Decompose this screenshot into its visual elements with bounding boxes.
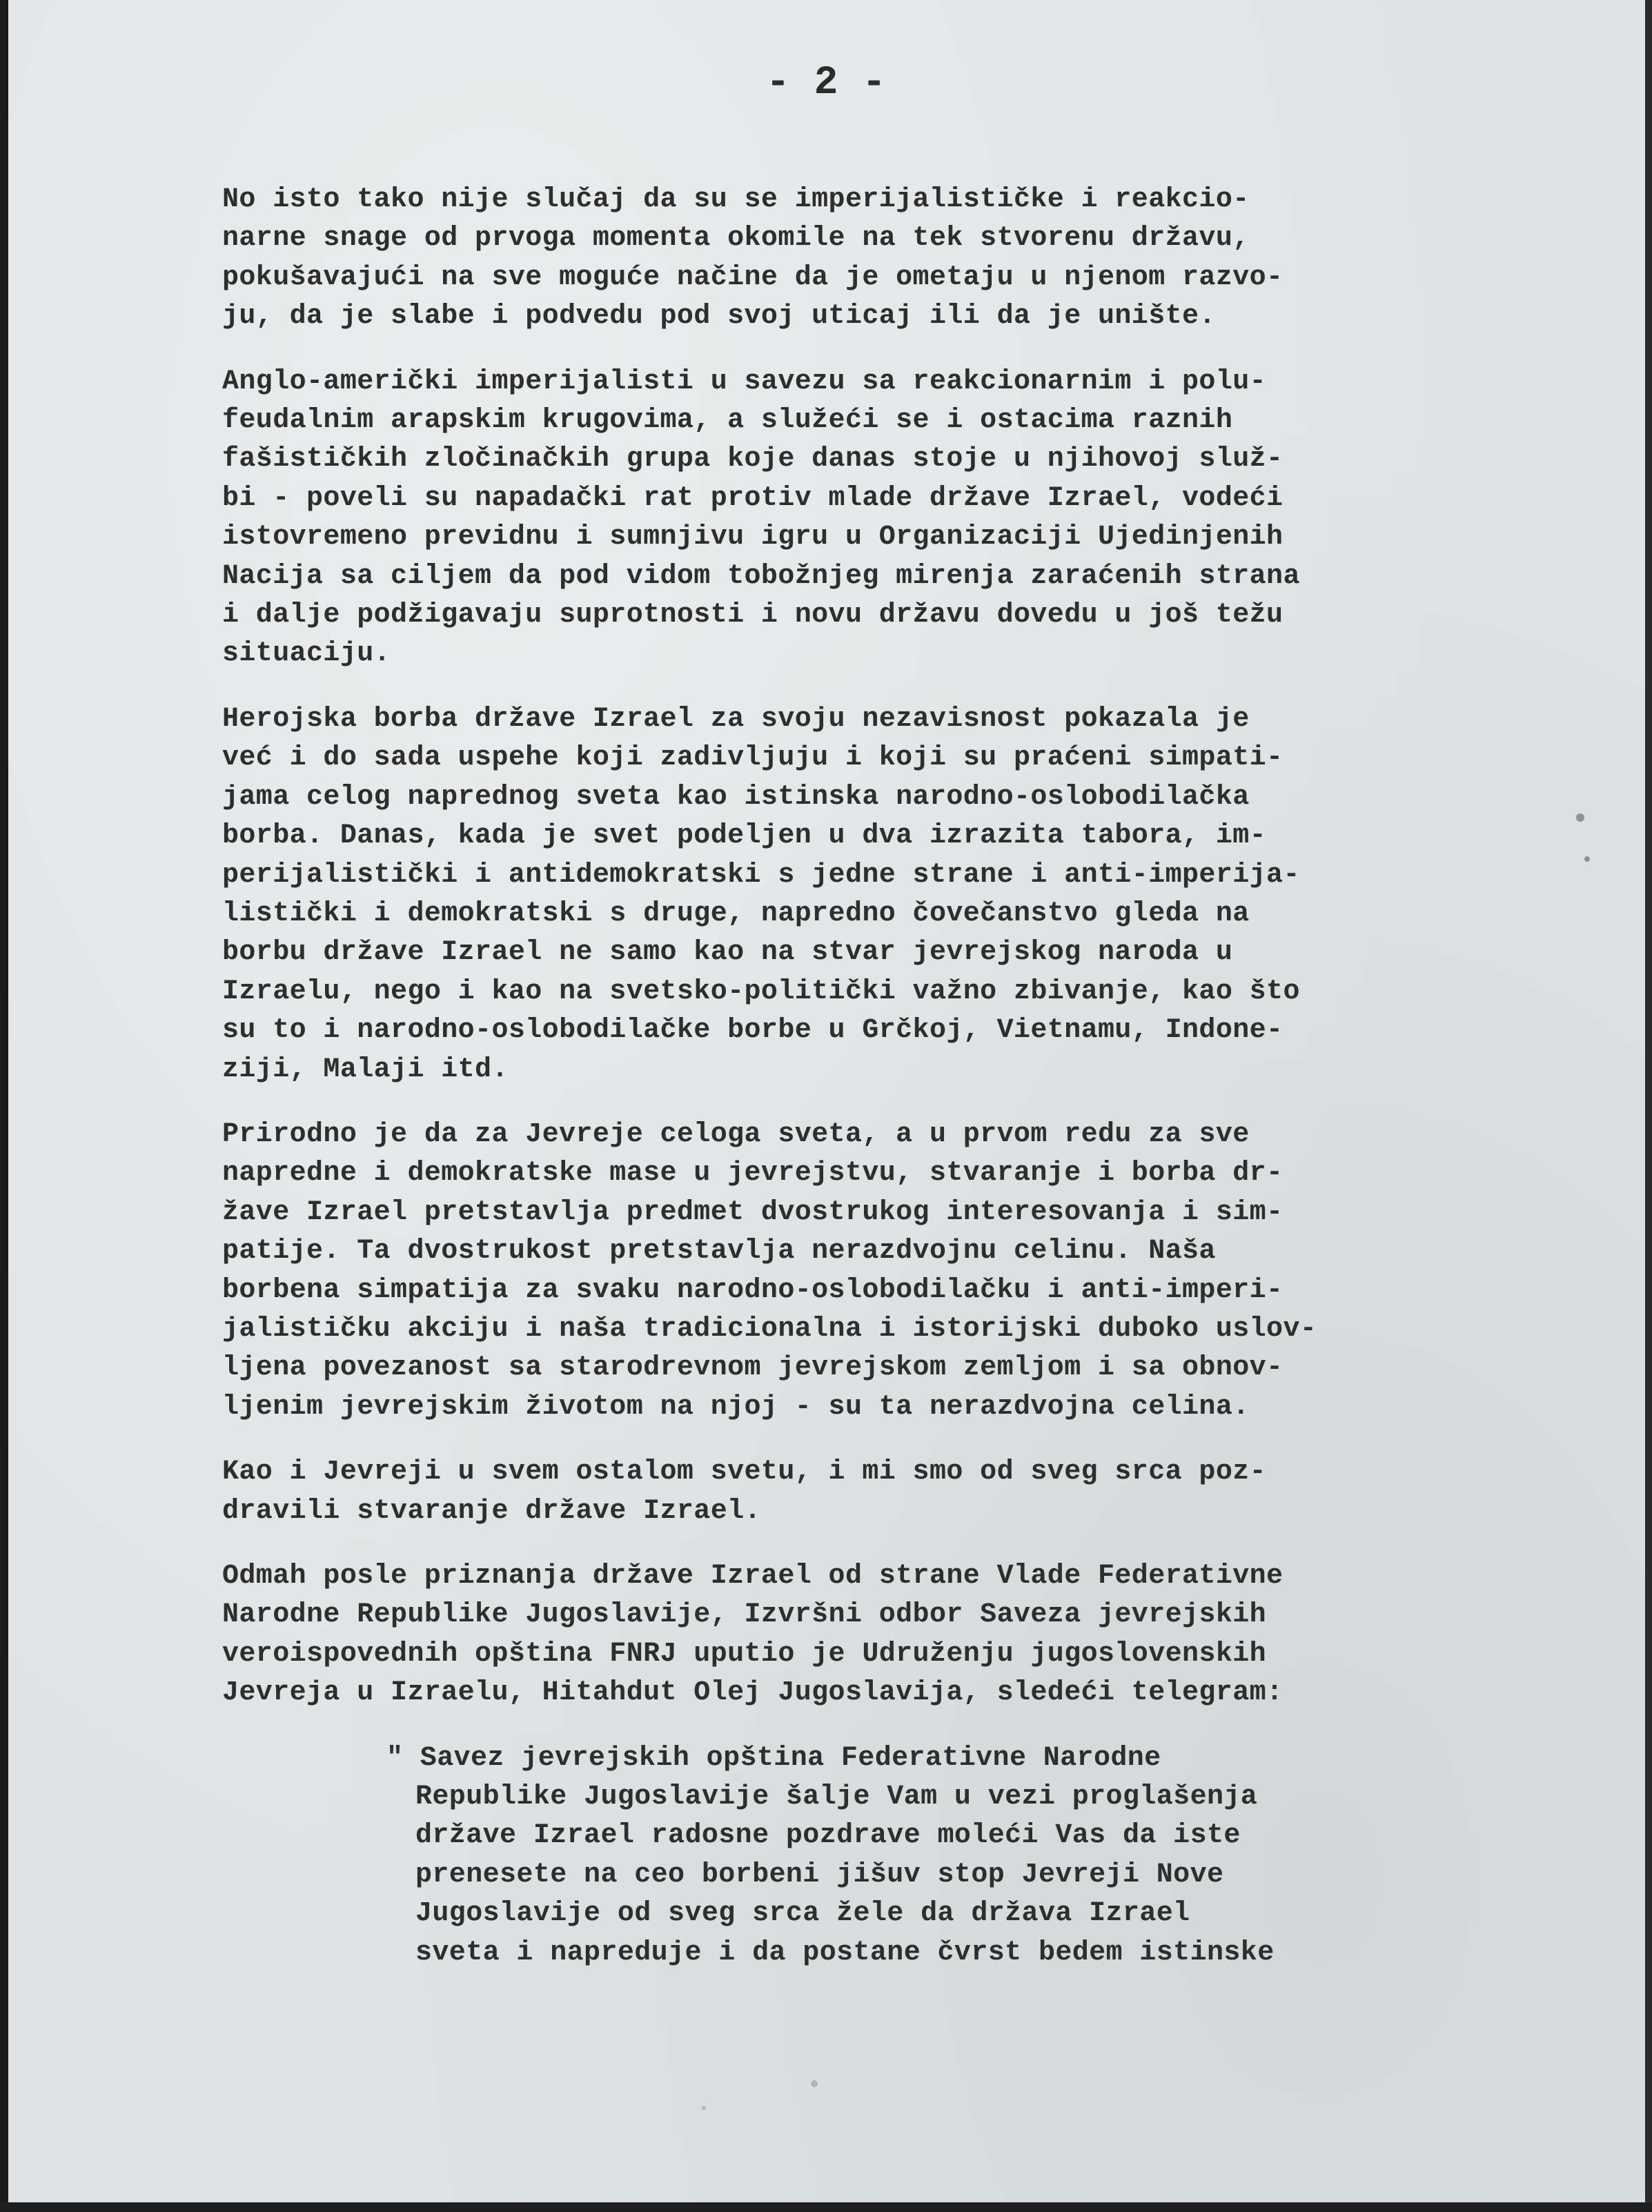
- speck: [811, 2080, 818, 2087]
- quote-line: države Izrael radosne pozdrave moleći Vas da iste: [415, 1820, 1241, 1852]
- text-line: su to i narodno-oslobodilačke borbe u Grčkoj, Vietnamu, Indone-: [222, 1015, 1284, 1047]
- text-line: jama celog naprednog sveta kao istinska narodno-oslobodilačka: [222, 781, 1250, 813]
- text-line: veroispovednih opština FNRJ uputio je Udruženju jugoslovenskih: [222, 1638, 1267, 1670]
- text-line: fašističkih zločinačkih grupa koje danas stoje u njihovoj služ-: [222, 444, 1284, 475]
- text-line: No isto tako nije slučaj da su se imperijalističke i reakcio-: [222, 184, 1250, 215]
- paragraph-5: [222, 1453, 1575, 1531]
- quote-line: Jugoslavije od sveg srca žele da država Izrael: [415, 1898, 1190, 1930]
- speck: [702, 2106, 706, 2110]
- text-line: feudalnim arapskim krugovima, a služeći se i ostacima raznih: [222, 405, 1233, 437]
- text-line: Kao i Jevreji u svem ostalom svetu, i mi smo od sveg srca poz-: [222, 1456, 1267, 1488]
- text-line: dravili stvaranje države Izrael.: [222, 1495, 761, 1527]
- text-line: borbu države Izrael ne samo kao na stvar jevrejskog naroda u: [222, 937, 1233, 969]
- text-line: ziji, Malaji itd.: [222, 1054, 509, 1085]
- text-line: jalističku akciju i naša tradicionalna i istorijski duboko uslov-: [222, 1313, 1317, 1345]
- paragraph-3: [222, 700, 1575, 1089]
- text-line: ljena povezanost sa starodrevnom jevrejskom zemljom i sa obnov-: [222, 1352, 1284, 1384]
- text-line: napredne i demokratske mase u jevrejstvu, stvaranje i borba dr-: [222, 1158, 1284, 1189]
- text-line: istovremeno previdnu i sumnjivu igru u Organizaciji Ujedinjenih: [222, 522, 1284, 553]
- text-line: i dalje podžigavaju suprotnosti i novu državu dovedu u još težu: [222, 600, 1284, 631]
- body-text: [222, 181, 1575, 1973]
- text-line: bi - poveli su napadački rat protiv mlade države Izrael, vodeći: [222, 482, 1284, 514]
- paragraph-1: [222, 181, 1575, 337]
- quote-text: [386, 1739, 1575, 1973]
- telegram-quote: [386, 1739, 1575, 1973]
- scan-edge-left: [0, 0, 8, 2212]
- paragraph-4: [222, 1116, 1575, 1427]
- text-line: borba. Danas, kada je svet podeljen u dva izrazita tabora, im-: [222, 820, 1267, 852]
- text-line: narne snage od prvoga momenta okomile na tek stvorenu državu,: [222, 223, 1250, 255]
- text-line: borbena simpatija za svaku narodno-oslobodilačku i anti-imperi-: [222, 1274, 1284, 1306]
- scan-edge-bottom: [0, 2202, 1652, 2212]
- speck: [1576, 813, 1584, 822]
- text-line: žave Izrael pretstavlja predmet dvostrukog interesovanja i sim-: [222, 1196, 1284, 1228]
- text-line: Prirodno je da za Jevreje celoga sveta, a u prvom redu za sve: [222, 1118, 1250, 1150]
- text-line: situaciju.: [222, 638, 391, 670]
- text-line: već i do sada uspehe koji zadivljuju i koji su praćeni simpati-: [222, 742, 1284, 774]
- text-line: pokušavajući na sve moguće načine da je ometaju u njenom razvo-: [222, 261, 1284, 293]
- quote-line: prenesete na ceo borbeni jišuv stop Jevreji Nove: [415, 1859, 1224, 1890]
- quote-line: sveta i napreduje i da postane čvrst bedem istinske: [415, 1937, 1275, 1968]
- text-line: Jevreja u Izraelu, Hitahdut Olej Jugoslavija, sledeći telegram:: [222, 1677, 1284, 1709]
- quote-line: Republike Jugoslavije šalje Vam u vezi proglašenja: [415, 1781, 1258, 1813]
- text-line: Herojska borba države Izrael za svoju nezavisnost pokazala je: [222, 703, 1250, 735]
- text-line: ljenim jevrejskim životom na njoj - su ta nerazdvojna celina.: [222, 1391, 1250, 1423]
- text-line: Narodne Republike Jugoslavije, Izvršni odbor Saveza jevrejskih: [222, 1599, 1267, 1631]
- paragraph-6: [222, 1557, 1575, 1713]
- text-line: patije. Ta dvostrukost pretstavlja nerazdvojnu celinu. Naša: [222, 1236, 1216, 1267]
- text-line: Izraelu, nego i kao na svetsko-politički važno zbivanje, kao što: [222, 976, 1300, 1007]
- quote-line: " Savez jevrejskih opština Federativne Narodne: [386, 1742, 1161, 1774]
- speck: [1584, 856, 1590, 862]
- text-line: Odmah posle priznanja države Izrael od strane Vlade Federativne: [222, 1561, 1284, 1592]
- text-line: ju, da je slabe i podvedu pod svoj uticaj ili da je unište.: [222, 301, 1216, 333]
- text-line: perijalistički i antidemokratski s jedne strane i anti-imperija-: [222, 859, 1300, 891]
- page-number: - 2 -: [765, 61, 887, 106]
- text-line: listički i demokratski s druge, napredno čovečanstvo gleda na: [222, 898, 1250, 929]
- text-line: Nacija sa ciljem da pod vidom tobožnjeg mirenja zaraćenih strana: [222, 560, 1300, 592]
- text-line: Anglo-američki imperijalisti u savezu sa reakcionarnim i polu-: [222, 366, 1267, 397]
- paragraph-2: [222, 363, 1575, 674]
- scan-edge-right: [1645, 0, 1652, 2212]
